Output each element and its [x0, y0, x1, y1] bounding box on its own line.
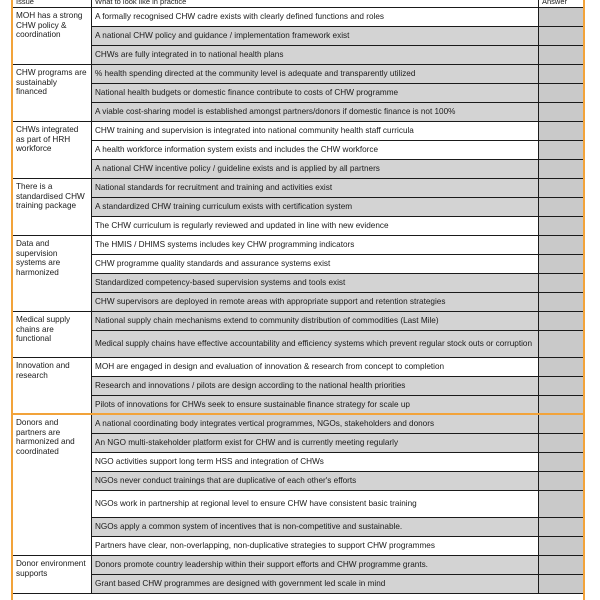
practice-criterion: % health spending directed at the community level is adequate and transparently utilized — [92, 65, 539, 84]
practice-criterion: NGOs never conduct trainings that are duplicative of each other's efforts — [92, 472, 539, 491]
practice-criterion: CHW supervisors are deployed in remote areas with appropriate support and retention strategies — [92, 293, 539, 312]
table-row — [13, 198, 584, 217]
table-row — [13, 575, 584, 594]
table-row — [13, 274, 584, 293]
answer-cell[interactable] — [539, 396, 584, 415]
practice-criterion: A national CHW incentive policy / guideline exists and is applied by all partners — [92, 160, 539, 179]
table-header-row — [13, 0, 584, 8]
practice-criterion: The HMIS / DHIMS systems includes key CHW programming indicators — [92, 236, 539, 255]
practice-criterion: CHWs are fully integrated in to national health plans — [92, 46, 539, 65]
table-row — [13, 236, 584, 255]
answer-cell[interactable] — [539, 141, 584, 160]
table-row — [13, 293, 584, 312]
table-row — [13, 160, 584, 179]
answer-cell[interactable] — [539, 331, 584, 358]
table-row — [13, 84, 584, 103]
table-row — [13, 103, 584, 122]
section-issue-label: Donor environment supports — [13, 556, 92, 594]
answer-cell[interactable] — [539, 236, 584, 255]
answer-cell[interactable] — [539, 537, 584, 556]
practice-criterion: CHW programme quality standards and assurance systems exist — [92, 255, 539, 274]
answer-cell[interactable] — [539, 575, 584, 594]
answer-cell[interactable] — [539, 312, 584, 331]
answer-cell[interactable] — [539, 217, 584, 236]
table-row — [13, 491, 584, 518]
table-row — [13, 377, 584, 396]
section-issue-label: There is a standardised CHW training package — [13, 179, 92, 236]
table-row — [13, 141, 584, 160]
table-row — [13, 472, 584, 491]
table-row — [13, 8, 584, 27]
table-row — [13, 312, 584, 331]
answer-cell[interactable] — [539, 434, 584, 453]
section-issue-label: Innovation and research — [13, 358, 92, 415]
answer-cell[interactable] — [539, 491, 584, 518]
practice-criterion: Research and innovations / pilots are design according to the national health priorities — [92, 377, 539, 396]
answer-cell[interactable] — [539, 293, 584, 312]
answer-cell[interactable] — [539, 122, 584, 141]
practice-criterion: Standardized competency-based supervision systems and tools exist — [92, 274, 539, 293]
header-practice: What to look like in practice — [92, 0, 539, 8]
table-row — [13, 415, 584, 434]
practice-criterion: Donors promote country leadership within their support efforts and CHW programme grants. — [92, 556, 539, 575]
table-row — [13, 537, 584, 556]
section-issue-label: MOH has a strong CHW policy & coordination — [13, 8, 92, 65]
section-issue-label: Data and supervision systems are harmonized — [13, 236, 92, 312]
answer-cell[interactable] — [539, 556, 584, 575]
answer-cell[interactable] — [539, 472, 584, 491]
header-issue: Issue — [13, 0, 92, 8]
practice-criterion: National supply chain mechanisms extend to community distribution of commodities (Last Mile) — [92, 312, 539, 331]
table-row — [13, 453, 584, 472]
answer-cell[interactable] — [539, 46, 584, 65]
practice-criterion: NGOs apply a common system of incentives that is non-competitive and sustainable. — [92, 518, 539, 537]
answer-cell[interactable] — [539, 103, 584, 122]
answer-cell[interactable] — [539, 198, 584, 217]
section-issue-label: Medical supply chains are functional — [13, 312, 92, 358]
answer-cell[interactable] — [539, 518, 584, 537]
table-row — [13, 396, 584, 415]
practice-criterion: Partners have clear, non-overlapping, non-duplicative strategies to support CHW programmes — [92, 537, 539, 556]
answer-cell[interactable] — [539, 415, 584, 434]
answer-cell[interactable] — [539, 358, 584, 377]
practice-criterion: Medical supply chains have effective accountability and efficiency systems which prevent regular stock outs or corruption — [92, 331, 539, 358]
practice-criterion: Grant based CHW programmes are designed with government led scale in mind — [92, 575, 539, 594]
table-row — [13, 331, 584, 358]
practice-criterion: National standards for recruitment and training and activities exist — [92, 179, 539, 198]
practice-criterion: NGO activities support long term HSS and integration of CHWs — [92, 453, 539, 472]
practice-criterion: A viable cost-sharing model is established amongst partners/donors if domestic finance is not 100% — [92, 103, 539, 122]
table-row — [13, 27, 584, 46]
answer-cell[interactable] — [539, 377, 584, 396]
practice-criterion: A health workforce information system exists and includes the CHW workforce — [92, 141, 539, 160]
section-issue-label: CHWs integrated as part of HRH workforce — [13, 122, 92, 179]
table-row — [13, 65, 584, 84]
answer-cell[interactable] — [539, 179, 584, 198]
table-row — [13, 556, 584, 575]
table-row — [13, 122, 584, 141]
table-row — [13, 518, 584, 537]
practice-criterion: The CHW curriculum is regularly reviewed and updated in line with new evidence — [92, 217, 539, 236]
answer-cell[interactable] — [539, 84, 584, 103]
practice-criterion: An NGO multi-stakeholder platform exist for CHW and is currently meeting regularly — [92, 434, 539, 453]
table-row — [13, 255, 584, 274]
answer-cell[interactable] — [539, 27, 584, 46]
answer-cell[interactable] — [539, 160, 584, 179]
answer-cell[interactable] — [539, 255, 584, 274]
practice-criterion: A national coordinating body integrates vertical programmes, NGOs, stakeholders and donors — [92, 415, 539, 434]
answer-cell[interactable] — [539, 274, 584, 293]
table-row — [13, 434, 584, 453]
practice-criterion: NGOs work in partnership at regional level to ensure CHW have consistent basic training — [92, 491, 539, 518]
practice-criterion: National health budgets or domestic finance contribute to costs of CHW programme — [92, 84, 539, 103]
answer-cell[interactable] — [539, 8, 584, 27]
practice-criterion: CHW training and supervision is integrated into national community health staff curricula — [92, 122, 539, 141]
header-answer: Answer — [539, 0, 584, 8]
practice-criterion: MOH are engaged in design and evaluation of innovation & research from concept to completion — [92, 358, 539, 377]
section-issue-label: CHW programs are sustainably financed — [13, 65, 92, 122]
table-body — [13, 0, 584, 594]
practice-criterion: A formally recognised CHW cadre exists with clearly defined functions and roles — [92, 8, 539, 27]
table-row — [13, 179, 584, 198]
chw-assessment-table — [12, 0, 584, 594]
practice-criterion: A standardized CHW training curriculum exists with certification system — [92, 198, 539, 217]
answer-cell[interactable] — [539, 453, 584, 472]
practice-criterion: A national CHW policy and guidance / implementation framework exist — [92, 27, 539, 46]
table-row — [13, 358, 584, 377]
answer-cell[interactable] — [539, 65, 584, 84]
section-issue-label: Donors and partners are harmonized and coordinated — [13, 415, 92, 556]
table-row — [13, 46, 584, 65]
table-row — [13, 217, 584, 236]
practice-criterion: Pilots of innovations for CHWs seek to ensure sustainable finance strategy for scale up — [92, 396, 539, 415]
